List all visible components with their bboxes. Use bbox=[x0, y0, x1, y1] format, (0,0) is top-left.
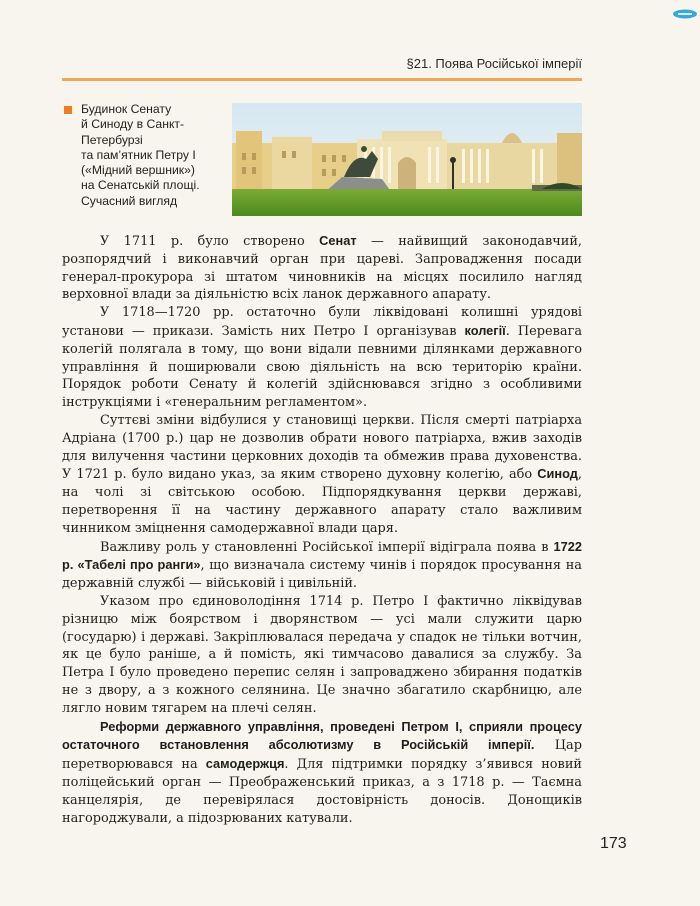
paragraph: Реформи державного управління, проведені Петром І, сприяли процесу остаточного встановлення абсолютизму в Російській імперії. Цар перетворювався на самодержця. Для підтримки порядку з’явився новий поліцейський орган — Преображенський приказ, а з 1718 р. — Таємна канцелярія, де перевірялася достовірність доносів. Донощиків нагороджували, а підозрюваних катували. bbox=[62, 718, 583, 826]
caption-line: Петербурзі bbox=[81, 132, 143, 147]
term-synod: Синод bbox=[537, 466, 578, 482]
publisher-logo-icon bbox=[672, 4, 698, 14]
paragraph: Важливу роль у становленні Російської імперії відіграла поява в 1722 р. «Табелі про ранги», що визначала систему чинів і порядок просування на державній службі — військовій і цивільній. bbox=[62, 538, 582, 592]
page-number: 173 bbox=[600, 835, 627, 852]
term-table-of-ranks: 1722 р. «Табелі про ранги» bbox=[62, 538, 582, 573]
paragraph: Суттєві зміни відбулися у становищі церкви. Після смерті патріарха Адріана (1700 р.) цар не дозволив обрати нового патріарха, вжив заходів для вилучення частини церковних доходів та обмежив права духовенства. У 1721 р. було видано указ, за яким створено духовну колегію, або Синод, на чолі зі світською особою. Підпорядкування церкви державі, перетворення її на частину державного апарату стало важливим чинником зміцнення самодержавної влади царя. bbox=[62, 412, 582, 536]
senate-synod-photo bbox=[232, 103, 582, 216]
caption-line: на Сенатській площі. bbox=[81, 178, 200, 193]
term-colleges: колегії bbox=[464, 322, 506, 338]
caption-bullet-icon bbox=[64, 106, 72, 114]
caption-line: Будинок Сенату bbox=[81, 102, 172, 116]
paragraph: У 1711 р. було створено Сенат — найвищий законодавчий, розпорядчий і виконавчий орган при цареві. Запровадження посади генерал-прокурора зі штатом чиновників на місцях посилило нагляд верховної влади за діяльністю всіх ланок державного апарату. bbox=[62, 233, 583, 303]
paragraph: У 1718—1720 рр. остаточно були ліквідовані колишні урядові установи — прикази. Замість них Петро І організував колегії. Перевага колегій полягала в тому, що вони відали певними ділянками державного управління й поширювали свою діяльність на всю територію країни. Порядок роботи Сенату й колегій здійснювався згідно з особливими інструкціями і «генеральним регламентом». bbox=[62, 305, 583, 411]
main-text bbox=[62, 232, 582, 827]
caption-line: та пам’ятник Петру І bbox=[81, 147, 196, 162]
term-senate: Сенат bbox=[319, 233, 357, 248]
term-autocrat: самодержця bbox=[205, 756, 285, 772]
paragraph: Указом про єдиноволодіння 1714 р. Петро І фактично ліквідував різницю між боярством і дворянством — усі мали служити царю (государю) і державі. Закріплювалася передача у спадок не тільки вотчин, як це було раніше, а й помість, які тимчасово давалися за службу. За Петра І було проведено перепис селян і запроваджено збирання податків не з двору, а з кожного селянина. Це значно збагатило скарбницю, але лягло новим тягарем на плечі селян. bbox=[62, 593, 582, 716]
key-conclusion: Реформи державного управління, проведені Петром І, сприяли процесу остаточного встановлення абсолютизму в Російській імперії. bbox=[62, 718, 582, 753]
caption-line: Сучасний вигляд bbox=[81, 193, 178, 208]
caption-line: й Синоду в Санкт- bbox=[81, 117, 185, 132]
caption-line: («Мідний вершник») bbox=[81, 163, 195, 178]
header-rule bbox=[62, 78, 582, 81]
running-header: §21. Поява Російської імперії bbox=[406, 56, 582, 71]
